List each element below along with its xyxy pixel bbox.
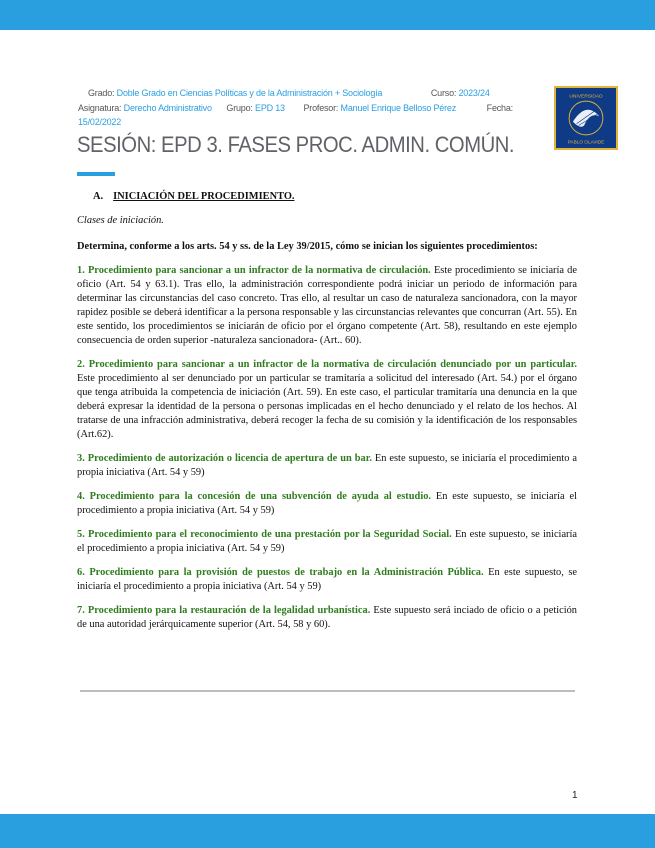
bottom-accent-bar: [0, 814, 655, 848]
section-letter: A.: [93, 191, 104, 202]
page-number: 1: [572, 790, 578, 801]
item-text: En este supuesto, se iniciaría el procedimiento a propia iniciativa (Art. 54 y 59): [77, 567, 577, 592]
asignatura-label: Asignatura:: [78, 103, 122, 113]
header-asignatura-line: [78, 103, 513, 113]
item-text: Este supuesto será inciado de oficio o a petición de una autoridad jerárquicamente superior (Art. 54, 58 y 60).: [77, 605, 577, 630]
item-text: En este supuesto, se iniciaría el procedimiento a propia iniciativa (Art. 54 y 59): [77, 491, 577, 516]
section-heading: [93, 190, 577, 204]
university-logo: [554, 86, 618, 150]
section-title: INICIACIÓN DEL PROCEDIMIENTO.: [113, 191, 295, 202]
list-item: [77, 528, 577, 556]
header-fecha-line: [78, 117, 121, 127]
page-title: SESIÓN: EPD 3. FASES PROC. ADMIN. COMÚN.: [77, 132, 515, 157]
item-lead: 2. Procedimiento para sancionar a un infractor de la normativa de circulación denunciado por un particular.: [77, 359, 577, 370]
fecha-value: 15/02/2022: [78, 117, 122, 127]
item-text: Este procedimiento al ser denunciado por un particular se tramitaría a solicitud del interesado (Art. 54.) por el órgano que tenga atribuida la competencia de iniciación (Art. 59). En este caso, el particular tramitaría una denuncia en la que deberá expresar la identidad de la persona o personas implicadas en el hecho denunciado y el relato de los hechos. Al tratarse de una infracción administrativa, deberá recoger la fecha de su comisión y la identificación de los responsables (Art.62).: [77, 373, 577, 440]
profesor-value: Manuel Enrique Belloso Pérez: [340, 103, 457, 113]
item-lead: 7. Procedimiento para la restauración de la legalidad urbanística.: [77, 605, 371, 616]
list-item: [77, 490, 577, 518]
item-lead: 1. Procedimiento para sancionar a un infractor de la normativa de circulación.: [77, 265, 431, 276]
asignatura-value: Derecho Administrativo: [123, 103, 212, 113]
list-item: [77, 452, 577, 480]
profesor-label: Profesor:: [303, 103, 339, 113]
item-lead: 6. Procedimiento para la provisión de puestos de trabajo en la Administración Pública.: [77, 567, 484, 578]
curso-value: 2023/24: [458, 88, 490, 98]
document-body: [77, 190, 577, 642]
fecha-label: Fecha:: [486, 103, 513, 113]
item-lead: 3. Procedimiento de autorización o licencia de apertura de un bar.: [77, 453, 372, 464]
item-text: Este procedimiento se iniciaría de oficio (Art. 54 y 63.1). Tras ello, la administración correspondiente podrá iniciar un periodo de información para determinar las circunstancias del caso concreto. Tras ello, al resultar un caso de naturaleza sancionadora, con la mayor rapidez posible se deberá identificar a la persona responsable y las circunstancias relevantes que concurran (Art. 55). En este sentido, los procedimientos se iniciarán de oficio por el órgano competente (Art. 58), resultando en este ejemplo consecuencia de orden superior -naturaleza sancionadora- (Art.. 60).: [77, 265, 577, 346]
item-text: En este supuesto, se iniciaría el procedimiento a propia iniciativa (Art. 54 y 59): [77, 453, 578, 478]
curso-label: Curso:: [430, 88, 457, 98]
question-text: Determina, conforme a los arts. 54 y ss. de la Ley 39/2015, cómo se inician los siguientes procedimientos:: [77, 241, 538, 252]
grado-value: Doble Grado en Ciencias Políticas y de la Administración + Sociología: [116, 88, 383, 98]
title-underline: [77, 172, 115, 176]
logo-text-top: UNIVERSIDAD: [569, 94, 603, 100]
list-item: [77, 566, 577, 594]
list-item: [77, 604, 577, 632]
grado-label: Grado:: [88, 88, 115, 98]
logo-text-bottom: PABLO OLAVIDE: [567, 139, 605, 145]
item-lead: 5. Procedimiento para el reconocimiento de una prestación por la Seguridad Social.: [77, 529, 452, 540]
header-grado-line: [88, 88, 490, 98]
item-lead: 4. Procedimiento para la concesión de una subvención de ayuda al estudio.: [77, 491, 431, 502]
grupo-value: EPD 13: [255, 103, 285, 113]
item-text: En este supuesto, se iniciaría el procedimiento a propia iniciativa (Art. 54 y 59): [77, 529, 578, 554]
list-item: [77, 264, 577, 348]
list-item: [77, 358, 577, 442]
top-accent-bar: [0, 0, 655, 30]
section-divider: [80, 690, 575, 692]
clases-subtitle: Clases de iniciación.: [77, 215, 164, 226]
university-seal-icon: [556, 88, 616, 148]
grupo-label: Grupo:: [226, 103, 253, 113]
